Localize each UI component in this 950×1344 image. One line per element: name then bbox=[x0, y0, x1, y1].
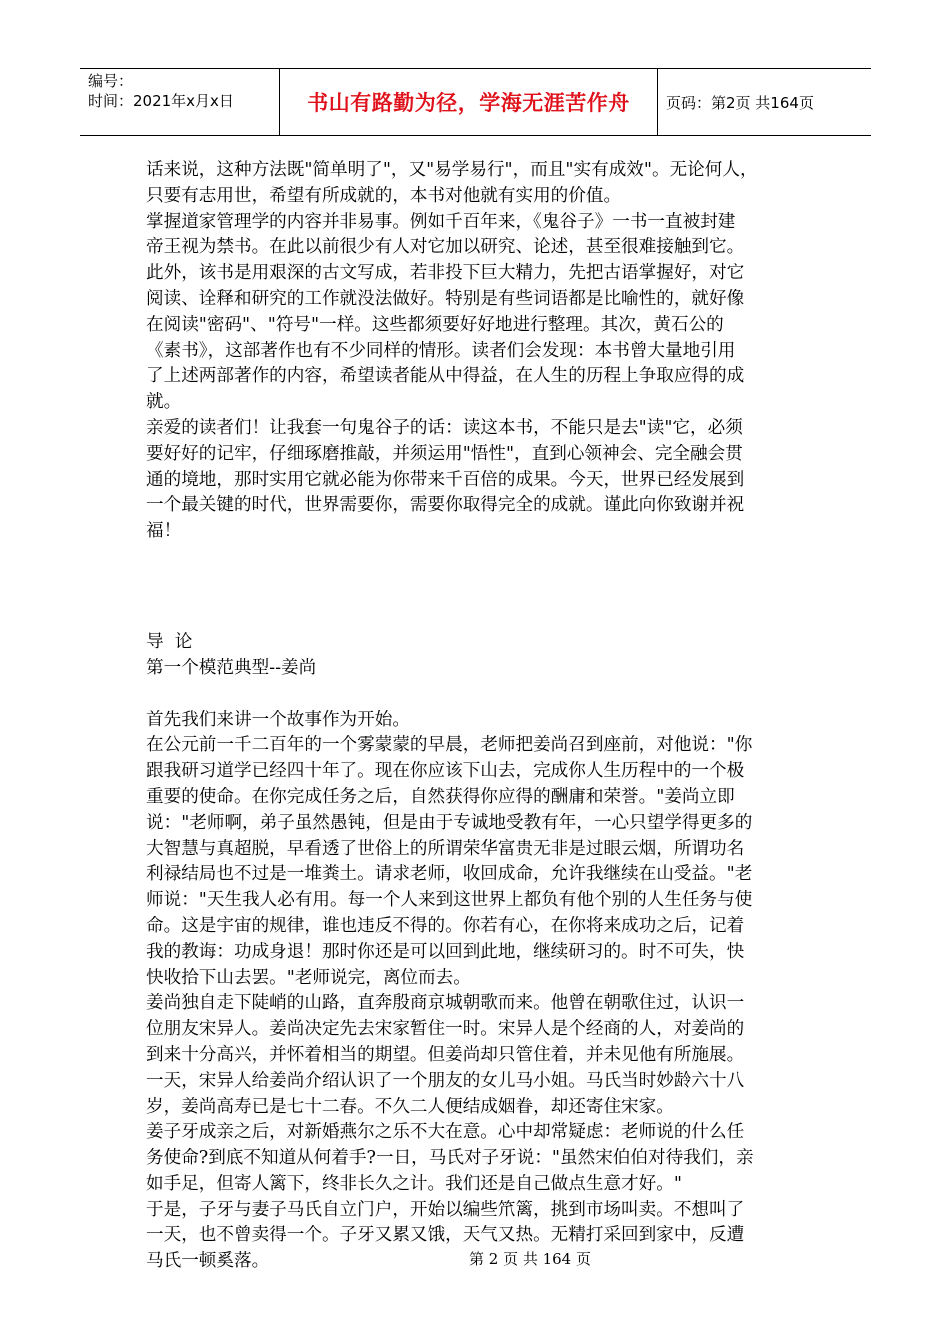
paragraph-2: 掌握道家管理学的内容并非易事。例如千百年来，《鬼谷子》一书一直被封建 帝王视为禁书。在此以前很少有人对它加以研究、论述，甚至很难接触到它。 此外，该书是用艰深的古文写成，若非投下巨大精力，先把古语掌握好，对它 阅读、诠释和研究的工作就没法做好。特别是有些词语都是比喻性的，就好像 在阅读"密码"、"符号"一样。这些都须要好好地进行整理。其次，黄石公的 《素书》，这部著作也有不少同样的情形。读者们会发现：本书曾大量地引用 了上述两部著作的内容，希望读者能从中得益，在人生的历程上争取应得的成 就。 bbox=[146, 211, 745, 413]
page-header bbox=[80, 68, 871, 136]
section-subheading: 第一个模范典型--姜尚 bbox=[146, 657, 317, 678]
header-motto: 书山有路勤为径，学海无涯苦作舟 bbox=[307, 91, 630, 115]
spacer bbox=[146, 545, 816, 630]
document-number-label: 编号： bbox=[88, 72, 134, 90]
paragraph-1: 话来说，这种方法既"简单明了"，又"易学易行"，而且"实有成效"。无论何人， 只要有志用世，希望有所成就的，本书对他就有实用的价值。 bbox=[146, 160, 758, 206]
paragraph-7: 姜子牙成亲之后，对新婚燕尔之乐不大在意。心中却常疑虑：老师说的什么任 务使命?到底不知道从何着手?一日，马氏对子牙说："虽然宋伯伯对待我们，亲 如手足，但寄人篱下，终非长久之计。我们还是自己做点生意才好。" bbox=[146, 1122, 754, 1194]
page-footer: 第 2 页 共 164 页 bbox=[468, 1250, 591, 1268]
document-body bbox=[146, 158, 816, 1275]
header-motto-cell bbox=[280, 69, 658, 135]
document-time: 时间：2021年x月x日 bbox=[88, 92, 234, 110]
header-meta bbox=[80, 69, 280, 135]
header-page-info: 页码：第2页 共164页 bbox=[666, 93, 814, 112]
paragraph-5: 在公元前一千二百年的一个雾蒙蒙的早晨，老师把姜尚召到座前，对他说："你 跟我研习道学已经四十年了。现在你应该下山去，完成你人生历程中的一个极 重要的使命。在你完成任务之后，自然获得你应得的酬庸和荣誉。"姜尚立即 说："老师啊，弟子虽然愚钝，但是由于专诚地受教有年，一心只望学得更多的 大智慧与真超脱，早看透了世俗上的所谓荣华富贵无非是过眼云烟，所谓功名 利禄结局也不过是一堆粪土。请求老师，收回成命，允许我继续在山受益。"老 师说："天生我人必有用。每一个人来到这世界上都负有他个别的人生任务与使 命。这是宇宙的规律，谁也违反不得的。你若有心，在你将来成功之后，记着 我的教诲：功成身退！那时你还是可以回到此地，继续研习的。时不可失，快 快收拾下山去罢。"老师说完，离位而去。 bbox=[146, 735, 753, 988]
paragraph-8: 于是，子牙与妻子马氏自立门户，开始以编些笊篱，挑到市场叫卖。不想叫了 一天，也不曾卖得一个。子牙又累又饿，天气又热。无精打采回到家中，反遭 马氏一顿奚落。 bbox=[146, 1199, 745, 1272]
spacer bbox=[146, 682, 816, 708]
paragraph-3: 亲爱的读者们！让我套一句鬼谷子的话：读这本书，不能只是去"读"它，必须 要好好的记牢，仔细琢磨推敲，并须运用"悟性"，直到心领神会、完全融会贯 通的境地，那时实用它就必能为你带来千百倍的成果。今天，世界已经发展到 一个最关键的时代，世界需要你，需要你取得完全的成就。谨此向你致谢并祝 福！ bbox=[146, 417, 745, 542]
paragraph-4: 首先我们来讲一个故事作为开始。 bbox=[146, 709, 410, 730]
section-heading: 导 论 bbox=[146, 631, 193, 652]
paragraph-6: 姜尚独自走下陡峭的山路，直奔殷商京城朝歌而来。他曾在朝歌住过，认识一 位朋友宋异人。姜尚决定先去宋家暂住一时。宋异人是个经商的人，对姜尚的 到来十分高兴，并怀着相当的期望。但姜尚却只管住着，并未见他有所施展。 一天，宋异人给姜尚介绍认识了一个朋友的女儿马小姐。马氏当时妙龄六十八 岁，姜尚高寿已是七十二春。不久二人便结成姻眷，却还寄住宋家。 bbox=[146, 993, 745, 1117]
